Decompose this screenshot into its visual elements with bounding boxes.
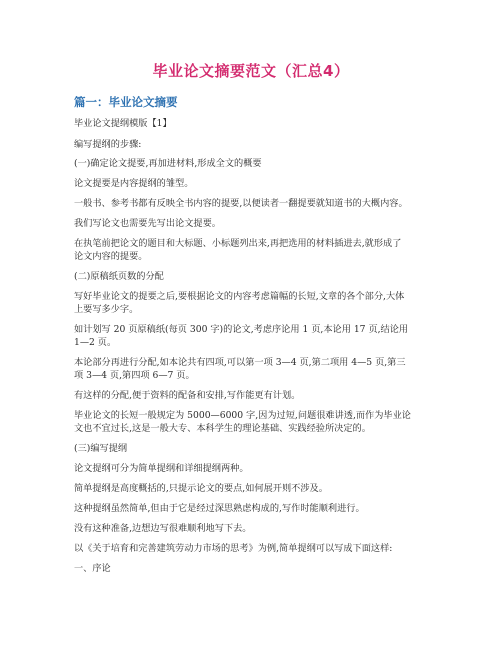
text-line: 论文提要是内容提纲的雏型。 xyxy=(74,178,194,189)
text-line: 上要写多少字。 xyxy=(74,304,139,315)
text-line: 一、序论 xyxy=(74,563,111,574)
text-line: 写好毕业论文的提要之后,要根据论文的内容考虑篇幅的长短,文章的各个部分,大体 xyxy=(74,291,405,302)
text-line: 论文提纲可分为简单提纲和详细提纲两种。 xyxy=(74,463,249,474)
text-line: 1—2 页。 xyxy=(74,337,117,348)
text-line: 有这样的分配,便于资料的配备和安排,写作能更有计划。 xyxy=(74,390,301,401)
text-line: (一)确定论文提要,再加进材料,形成全文的概要 xyxy=(74,158,262,169)
text-line: 以《关于培育和完善建筑劳动力市场的思考》为例,简单提纲可以写成下面这样: xyxy=(74,543,393,554)
text-line: 我们写论文也需要先写出论文提要。 xyxy=(74,218,221,229)
section-heading: 篇一：毕业论文摘要 xyxy=(74,95,178,109)
text-line: 编写提纲的步骤: xyxy=(74,139,142,150)
text-line: 论文内容的提要。 xyxy=(74,251,148,262)
text-line: 没有这种准备,边想边写很难顺利地写下去。 xyxy=(74,523,252,534)
text-line: 简单提纲是高度概括的,只提示论文的要点,如何展开则不涉及。 xyxy=(74,483,328,494)
text-line: 一般书、参考书都有反映全书内容的提要,以便读者一翻提要就知道书的大概内容。 xyxy=(74,198,408,209)
text-line: 毕业论文提纲模版【1】 xyxy=(74,118,172,129)
text-line: 如计划写 20 页原稿纸(每页 300 字)的论文,考虑序论用 1 页,本论用 17 页,结论用 xyxy=(74,324,409,335)
text-line: 项 3—4 页,第四项 6—7 页。 xyxy=(74,370,195,381)
text-line: (二)原稿纸页数的分配 xyxy=(74,271,164,282)
text-line: 在执笔前把论文的题目和大标题、小标题列出来,再把选用的材料插进去,就形成了 xyxy=(74,238,402,249)
text-line: 毕业论文的长短一般规定为 5000—6000 字,因为过短,问题很难讲透,而作为毕业论 xyxy=(74,410,411,421)
text-line: 本论部分再进行分配,如本论共有四项,可以第一项 3—4 页,第二项用 4—5 页,第三 xyxy=(74,357,406,368)
text-line: (三)编写提纲 xyxy=(74,443,128,454)
document-title: 毕业论文摘要范文（汇总4） xyxy=(152,62,350,80)
text-line: 这种提纲虽然简单,但由于它是经过深思熟虑构成的,写作时能顺利进行。 xyxy=(74,503,365,514)
text-line: 文也不宜过长,这是一般大专、本科学生的理论基础、实践经验所决定的。 xyxy=(74,423,371,434)
